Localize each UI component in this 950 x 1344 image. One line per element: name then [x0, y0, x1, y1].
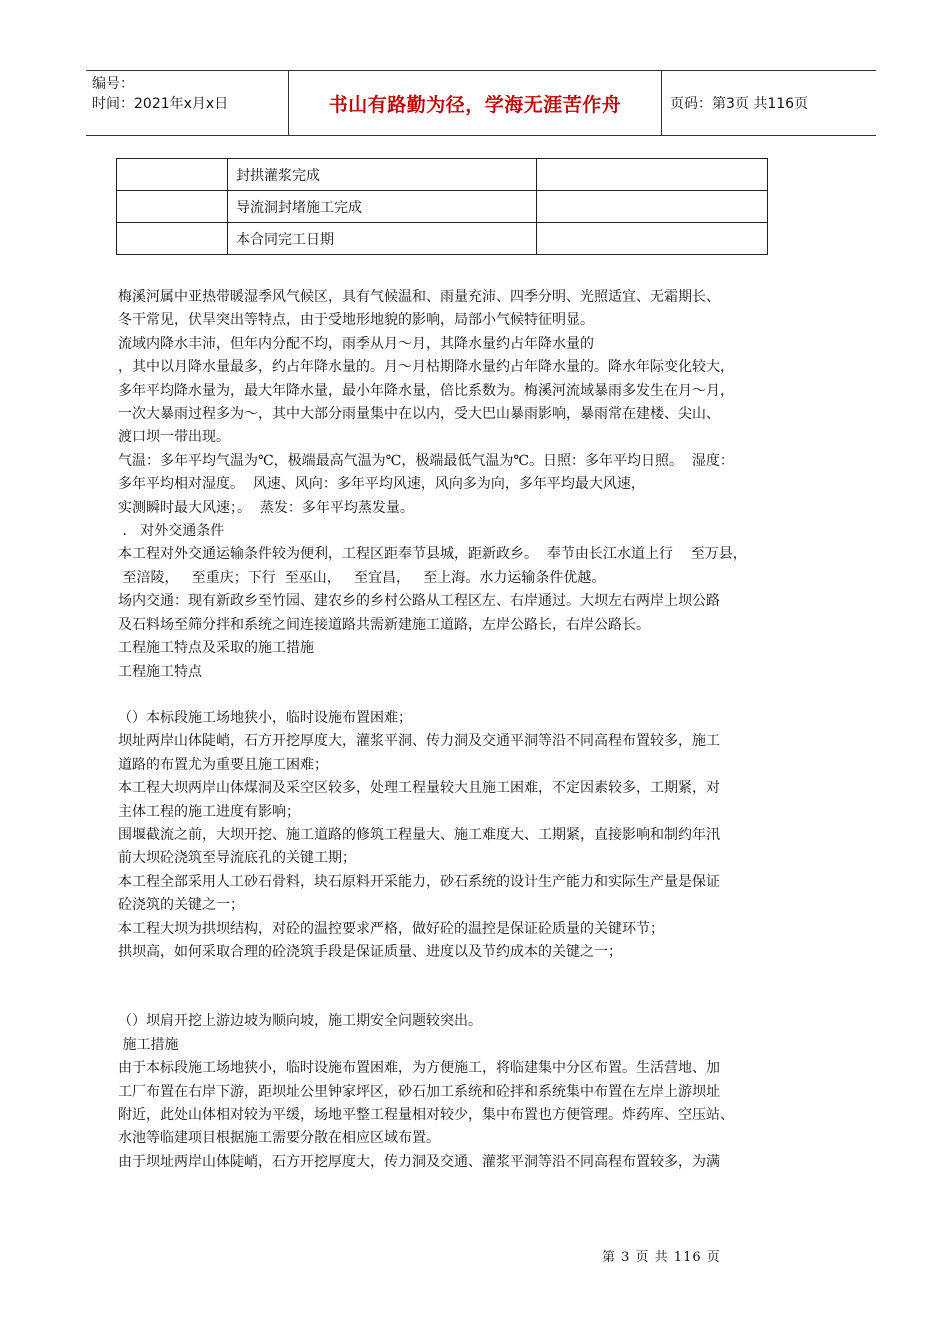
time-label: 时间：2021年x月x日 — [92, 96, 229, 112]
table-cell — [537, 191, 768, 223]
text-line: 及石料场至筛分拌和系统之间连接道路共需新建施工道路，左岸公路长，右岸公路长。 — [118, 616, 650, 633]
page-label: 页码：第3页 共116页 — [670, 96, 809, 112]
text-line: 本工程大坝两岸山体煤洞及采空区较多，处理工程量较大且施工困难，不定因素较多，工期紧，对 — [118, 780, 720, 797]
text-line: 本工程全部采用人工砂石骨料，块石原料开采能力，砂石系统的设计生产能力和实际生产量是保证 — [118, 873, 720, 890]
text-line: 梅溪河属中亚热带暖湿季风气候区，具有气候温和、雨量充沛、四季分明、光照适宜、无霜期长、 — [118, 289, 720, 305]
table-row — [117, 191, 768, 223]
table-cell — [537, 159, 768, 191]
text-line: 渡口坝一带出现。 — [118, 429, 230, 446]
table-row — [117, 159, 768, 191]
text-line: 砼浇筑的关键之一； — [118, 897, 244, 914]
text-line — [118, 964, 846, 987]
body-text — [118, 286, 846, 1174]
text-line: （）坝肩开挖上游边坡为顺向坡，施工期安全问题较突出。 — [118, 1013, 482, 1030]
table-cell: 本合同完工日期 — [228, 223, 537, 255]
text-line: 坝址两岸山体陡峭，石方开挖厚度大，灌浆平洞、传力洞及交通平洞等沿不同高程布置较多，施工 — [118, 733, 720, 750]
table-cell — [537, 223, 768, 255]
text-line: 气温：多年平均气温为℃，极端最高气温为℃，极端最低气温为℃。日照：多年平均日照。 湿度： — [118, 452, 734, 469]
text-line: 工程施工特点 — [118, 663, 202, 680]
text-line: 实测瞬时最大风速；。 蒸发：多年平均蒸发量。 — [118, 499, 414, 516]
text-line: 工程施工特点及采取的施工措施 — [118, 640, 314, 657]
text-line: 围堰截流之前，大坝开挖、施工道路的修筑工程量大、施工难度大、工期紧，直接影响和制约年汛 — [118, 826, 720, 843]
text-line: 流域内降水丰沛，但年内分配不均，雨季从月～月，其降水量约占年降水量的 — [118, 335, 594, 352]
text-line: 至涪陵， 至重庆；下行 至巫山， 至宜昌， 至上海。水力运输条件优越。 — [118, 569, 606, 586]
text-line: 拱坝高，如何采取合理的砼浇筑手段是保证质量、进度以及节约成本的关键之一； — [118, 943, 622, 960]
text-line: 主体工程的施工进度有影响； — [118, 803, 300, 820]
text-line: 冬干常见，伏旱突出等特点，由于受地形地貌的影响，局部小气候特征明显。 — [118, 312, 594, 329]
text-line: 施工措施 — [118, 1036, 179, 1053]
text-line: 附近，此处山体相对较为平缓，场地平整工程量相对较少，集中布置也方便管理。炸药库、空压站、 — [118, 1107, 734, 1123]
text-line — [118, 684, 846, 707]
table-row — [117, 223, 768, 255]
text-line: 一次大暴雨过程多为～，其中大部分雨量集中在以内，受大巴山暴雨影响，暴雨常在建楼、尖山、 — [118, 406, 720, 423]
header-left — [92, 74, 228, 114]
page-header — [86, 70, 876, 136]
text-line: 水池等临建项目根据施工需要分散在相应区域布置。 — [118, 1130, 440, 1147]
text-line: 由于本标段施工场地狭小，临时设施布置困难，为方便施工，将临建集中分区布置。生活营地、加 — [118, 1060, 720, 1077]
text-line: 本工程大坝为拱坝结构，对砼的温控要求严格，做好砼的温控是保证砼质量的关键环节； — [118, 920, 664, 937]
text-line: 工厂布置在右岸下游，距坝址公里钟家坪区，砂石加工系统和砼拌和系统集中布置在左岸上游坝址 — [118, 1083, 720, 1100]
text-line: 场内交通：现有新政乡至竹园、建农乡的乡村公路从工程区左、右岸通过。大坝左右两岸上坝公路 — [118, 593, 720, 610]
text-line: 道路的布置尤为重要且施工困难； — [118, 756, 328, 773]
text-line: 本工程对外交通运输条件较为便利，工程区距奉节县城，距新政乡。 奉节由长江水道上行 至万县， — [118, 546, 747, 563]
header-motto: 书山有路勤为径，学海无涯苦作舟 — [288, 71, 662, 135]
table-cell — [117, 191, 228, 223]
text-line: . 对外交通条件 — [118, 523, 225, 540]
text-line: 多年平均降水量为，最大年降水量，最小年降水量，倍比系数为。梅溪河流域暴雨多发生在月～月， — [118, 382, 734, 399]
number-label: 编号： — [92, 76, 134, 92]
page-footer: 第 3 页 共 116 页 — [602, 1250, 721, 1265]
text-line — [118, 987, 846, 1010]
text-line: 由于坝址两岸山体陡峭，石方开挖厚度大，传力洞及交通、灌浆平洞等沿不同高程布置较多，为满 — [118, 1153, 720, 1170]
text-line: （）本标段施工场地狭小，临时设施布置困难； — [118, 709, 412, 726]
table-cell — [117, 223, 228, 255]
table-cell — [117, 159, 228, 191]
table-cell: 导流洞封堵施工完成 — [228, 191, 537, 223]
text-line: 多年平均相对湿度。 风速、风向：多年平均风速，风向多为向，多年平均最大风速， — [118, 476, 645, 493]
text-line: 前大坝砼浇筑至导流底孔的关键工期； — [118, 850, 356, 867]
table-cell: 封拱灌浆完成 — [228, 159, 537, 191]
milestone-table — [116, 158, 768, 255]
text-line: ，其中以月降水量最多，约占年降水量的。月～月枯期降水量约占年降水量的。降水年际变化较大， — [118, 359, 734, 376]
